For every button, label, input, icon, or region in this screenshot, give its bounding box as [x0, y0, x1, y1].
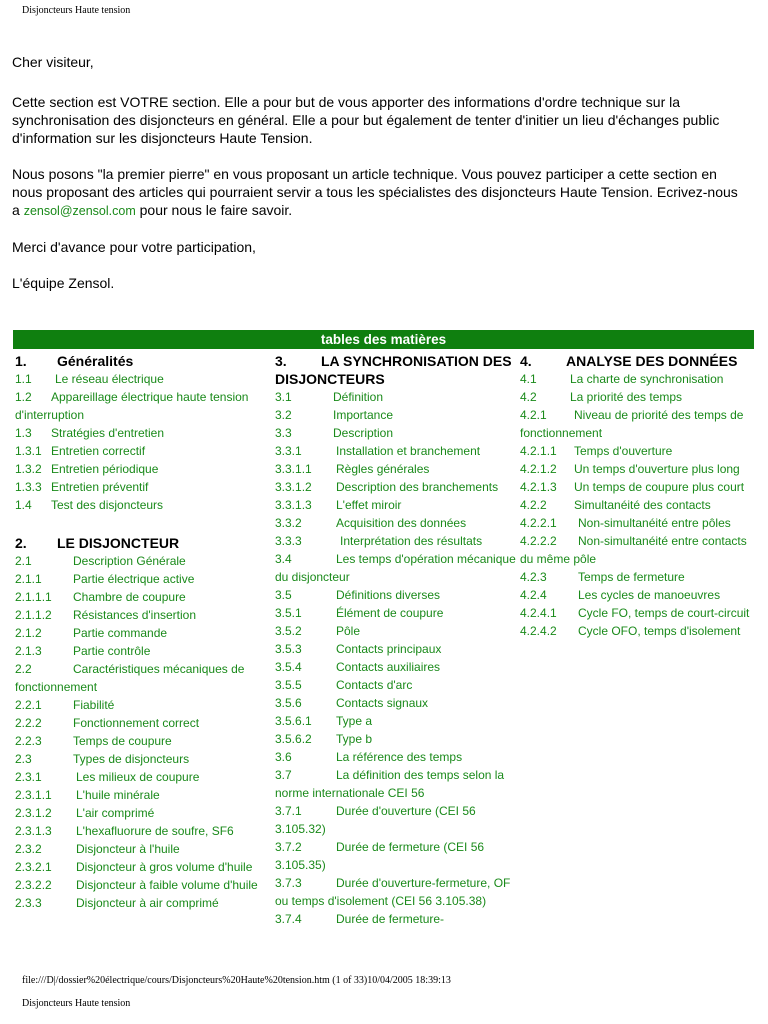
toc-link-number: 4.2.1.2	[520, 462, 557, 476]
toc-link-label: Élément de coupure	[336, 606, 444, 620]
print-header: Disjoncteurs Haute tension	[22, 5, 131, 16]
toc-link-label: Entretien préventif	[51, 480, 149, 494]
toc-link-number: 1.1	[15, 372, 32, 386]
toc-link[interactable]	[520, 442, 752, 460]
toc-link[interactable]	[275, 550, 519, 586]
toc-link-number: 4.2.3	[520, 570, 547, 584]
toc-link-label: Entretien correctif	[51, 444, 146, 458]
toc-link[interactable]	[15, 570, 271, 588]
toc-link-number: 2.1.1	[15, 572, 42, 586]
toc-link[interactable]	[15, 696, 271, 714]
toc-link[interactable]	[15, 822, 271, 840]
toc-link[interactable]	[15, 660, 271, 696]
intro-letter	[12, 53, 742, 292]
toc-link-label: Temps de fermeture	[578, 570, 685, 584]
toc-link[interactable]	[275, 676, 519, 694]
toc-link-number: 4.2.4.1	[520, 606, 557, 620]
toc-link-label: Partie contrôle	[73, 644, 151, 658]
toc-link-number: 1.3.2	[15, 462, 42, 476]
email-link[interactable]: zensol@zensol.com	[23, 204, 136, 218]
toc-link-label: La charte de synchronisation	[570, 372, 724, 386]
toc-link-label: Test des disjoncteurs	[51, 498, 164, 512]
toc-link-number: 3.1	[275, 390, 292, 404]
toc-link-number: 2.2.2	[15, 716, 42, 730]
toc-link-label: Les temps d'opération mécanique du disjoncteur	[275, 552, 516, 584]
toc-section-heading	[15, 534, 271, 552]
toc-link-label: Résistances d'insertion	[73, 608, 197, 622]
toc-link-number: 1.3.1	[15, 444, 42, 458]
toc-link[interactable]	[520, 388, 752, 406]
toc-link[interactable]	[275, 766, 519, 802]
toc-link-number: 3.6	[275, 750, 292, 764]
toc-link-number: 3.7.1	[275, 804, 302, 818]
toc-link-number: 2.3.3	[15, 896, 42, 910]
toc-link-label: L'air comprimé	[76, 806, 155, 820]
toc-link-label: La priorité des temps	[570, 390, 683, 404]
toc-link[interactable]	[15, 840, 271, 858]
toc-link[interactable]	[15, 786, 271, 804]
toc-link-label: Contacts signaux	[336, 696, 429, 710]
toc-link-label: Niveau de priorité des temps de fonctionnement	[520, 408, 744, 440]
toc-link-label: Contacts auxiliaires	[336, 660, 441, 674]
toc-section-number: 1.	[15, 353, 27, 369]
toc-link[interactable]	[15, 460, 271, 478]
toc-link-number: 2.3.2.1	[15, 860, 52, 874]
toc-link-label: Partie commande	[73, 626, 168, 640]
toc-section-title: ANALYSE DES DONNÉES	[566, 353, 738, 369]
toc-link-label: Définitions diverses	[336, 588, 441, 602]
toc-link[interactable]	[15, 642, 271, 660]
toc-link-number: 2.2	[15, 662, 32, 676]
toc-link[interactable]	[275, 838, 519, 874]
toc-link-label: Non-simultanéité entre contacts du même pôle	[520, 534, 747, 566]
thanks-line: Merci d'avance pour votre participation,	[12, 239, 256, 255]
toc-link[interactable]	[275, 442, 519, 460]
toc-link[interactable]	[275, 622, 519, 640]
toc-link-number: 3.5.4	[275, 660, 302, 674]
toc-link[interactable]	[15, 894, 271, 912]
toc-link[interactable]	[520, 370, 752, 388]
toc-link[interactable]	[520, 622, 752, 640]
toc-link-number: 3.3.1.3	[275, 498, 312, 512]
toc-link-label: Contacts d'arc	[336, 678, 413, 692]
toc-link[interactable]	[15, 388, 271, 424]
toc-link-label: Interprétation des résultats	[340, 534, 483, 548]
toc-link-number: 2.2.3	[15, 734, 42, 748]
toc-link-label: Stratégies d'entretien	[51, 426, 165, 440]
toc-link-number: 2.3.1.3	[15, 824, 52, 838]
toc-link[interactable]	[275, 604, 519, 622]
toc-link-number: 4.2.1.3	[520, 480, 557, 494]
toc-link[interactable]	[15, 750, 271, 768]
toc-link-number: 3.7	[275, 768, 292, 782]
toc-link-label: Définition	[333, 390, 384, 404]
toc-link-label: Les cycles de manoeuvres	[578, 588, 721, 602]
toc-link[interactable]	[275, 874, 519, 910]
toc-link[interactable]	[275, 496, 519, 514]
toc-link-number: 4.2.2	[520, 498, 547, 512]
toc-link-label: Type a	[336, 714, 373, 728]
toc-link-label: Durée d'ouverture-fermeture, OF ou temps d'isolement (CEI 56 3.105.38)	[275, 876, 511, 908]
toc-link-label: Durée de fermeture (CEI 56 3.105.35)	[275, 840, 485, 872]
toc-link-number: 3.5.2	[275, 624, 302, 638]
toc-link-label: Entretien périodique	[51, 462, 159, 476]
toc-link-number: 2.1.1.1	[15, 590, 52, 604]
toc-link-label: Un temps de coupure plus court	[574, 480, 745, 494]
toc-link[interactable]	[275, 910, 519, 928]
toc-title: tables des matières	[13, 330, 754, 349]
toc-section-heading	[520, 352, 752, 370]
toc-link-number: 1.4	[15, 498, 32, 512]
toc-link-label: Simultanéité des contacts	[574, 498, 711, 512]
toc-link-number: 2.1.1.2	[15, 608, 52, 622]
toc-link-number: 3.5.5	[275, 678, 302, 692]
toc-link[interactable]	[275, 586, 519, 604]
intro-paragraph: Cette section est VOTRE section. Elle a pour but de vous apporter des informations d'ordre technique sur la synchronisation des disjoncteurs en général. Elle a pour but également de tenter d'initier un lieu d'échanges public d'information sur les disjoncteurs Haute Tension.	[12, 94, 720, 146]
toc-link-number: 3.5.1	[275, 606, 302, 620]
toc-link-number: 3.3.3	[275, 534, 302, 548]
toc-link-label: Les milieux de coupure	[76, 770, 200, 784]
toc-link[interactable]	[275, 532, 519, 550]
toc-link[interactable]	[520, 568, 752, 586]
toc-link-number: 4.2.4	[520, 588, 547, 602]
toc-link-label: Acquisition des données	[336, 516, 467, 530]
toc-link[interactable]	[15, 768, 271, 786]
toc-link-label: Cycle FO, temps de court-circuit	[578, 606, 750, 620]
toc-link-number: 4.2.2.2	[520, 534, 557, 548]
toc-link-number: 2.1	[15, 554, 32, 568]
toc-link-label: Types de disjoncteurs	[73, 752, 190, 766]
contribution-text-before: Nous posons "la premier pierre" en vous proposant un article technique. Vous pouvez participer a cette section en nous proposant des articles qui pourraient servir a tous les spécialistes des disjoncteurs Haute Tension. Ecrivez-nous a	[12, 166, 738, 218]
toc-link[interactable]	[15, 624, 271, 642]
toc-link[interactable]	[520, 478, 752, 496]
toc-section-title: LE DISJONCTEUR	[57, 535, 180, 551]
toc-column-2	[275, 352, 519, 928]
toc-link[interactable]	[275, 388, 519, 406]
toc-link-label: Fonctionnement correct	[73, 716, 200, 730]
toc-link-label: Non-simultanéité entre pôles	[578, 516, 731, 530]
toc-section-number: 2.	[15, 535, 27, 551]
toc-link-label: Description des branchements	[336, 480, 499, 494]
toc-link[interactable]	[15, 714, 271, 732]
toc-column-1	[15, 352, 271, 912]
toc-link-label: Chambre de coupure	[73, 590, 186, 604]
toc-link[interactable]	[520, 496, 752, 514]
toc-link-label: Contacts principaux	[336, 642, 442, 656]
toc-link[interactable]	[15, 858, 271, 876]
toc-link[interactable]	[275, 478, 519, 496]
toc-section-heading	[15, 352, 271, 370]
toc-link-label: Fiabilité	[73, 698, 115, 712]
toc-link-number: 1.3.3	[15, 480, 42, 494]
toc-link[interactable]	[520, 532, 752, 568]
table-of-contents	[13, 330, 754, 949]
toc-link-label: Temps de coupure	[73, 734, 172, 748]
toc-link-label: Le réseau électrique	[55, 372, 164, 386]
toc-link-label: La référence des temps	[336, 750, 463, 764]
toc-link-label: Un temps d'ouverture plus long	[574, 462, 740, 476]
toc-link[interactable]	[15, 606, 271, 624]
toc-link[interactable]	[520, 604, 752, 622]
toc-link[interactable]	[520, 460, 752, 478]
toc-section-heading	[275, 352, 519, 388]
toc-link-label: Description Générale	[73, 554, 186, 568]
toc-link[interactable]	[15, 496, 271, 514]
toc-link-label: La définition des temps selon la norme internationale CEI 56	[275, 768, 505, 800]
toc-section-title: Généralités	[57, 353, 134, 369]
toc-link-number: 2.3.1	[15, 770, 42, 784]
toc-link-number: 2.3.2.2	[15, 878, 52, 892]
toc-link[interactable]	[520, 406, 752, 442]
toc-link-number: 3.3.1.2	[275, 480, 312, 494]
toc-link-number: 2.3.2	[15, 842, 42, 856]
toc-link-label: L'effet miroir	[336, 498, 402, 512]
toc-link-number: 3.7.4	[275, 912, 302, 926]
toc-link-number: 4.2	[520, 390, 537, 404]
toc-link-number: 3.4	[275, 552, 292, 566]
toc-link-label: Cycle OFO, temps d'isolement	[578, 624, 741, 638]
toc-link-label: Pôle	[336, 624, 361, 638]
toc-link-number: 4.2.1	[520, 408, 547, 422]
toc-link-number: 2.1.2	[15, 626, 42, 640]
toc-link-label: L'hexafluorure de soufre, SF6	[76, 824, 234, 838]
toc-link[interactable]	[275, 640, 519, 658]
toc-section-title: LA SYNCHRONISATION DES DISJONCTEURS	[275, 353, 512, 387]
toc-section-number: 4.	[520, 353, 532, 369]
toc-link-label: Disjoncteur à gros volume d'huile	[76, 860, 253, 874]
toc-link-number: 4.2.2.1	[520, 516, 557, 530]
toc-link-number: 1.3	[15, 426, 32, 440]
contribution-text-after: pour nous le faire savoir.	[135, 202, 293, 218]
toc-link-label: Caractéristiques mécaniques de fonctionnement	[15, 662, 245, 694]
toc-link-label: Règles générales	[336, 462, 430, 476]
toc-link-label: Partie électrique active	[73, 572, 195, 586]
toc-link-number: 3.3.1.1	[275, 462, 312, 476]
toc-link[interactable]	[15, 876, 271, 894]
toc-link-number: 4.2.1.1	[520, 444, 557, 458]
toc-link[interactable]	[275, 424, 519, 442]
toc-link[interactable]	[275, 802, 519, 838]
toc-link-label: Disjoncteur à faible volume d'huile	[76, 878, 258, 892]
toc-link-label: Durée d'ouverture (CEI 56 3.105.32)	[275, 804, 476, 836]
toc-link[interactable]	[275, 730, 519, 748]
toc-link-number: 3.5.3	[275, 642, 302, 656]
toc-link-label: Disjoncteur à air comprimé	[76, 896, 219, 910]
toc-link-number: 3.3	[275, 426, 292, 440]
toc-link-number: 4.2.4.2	[520, 624, 557, 638]
toc-link-label: Appareillage électrique haute tension d'interruption	[15, 390, 249, 422]
toc-link-label: Importance	[333, 408, 394, 422]
toc-link-number: 3.5	[275, 588, 292, 602]
toc-link[interactable]	[275, 406, 519, 424]
toc-link[interactable]	[15, 732, 271, 750]
toc-link-number: 3.7.2	[275, 840, 302, 854]
toc-link-number: 4.1	[520, 372, 537, 386]
toc-link-label: Disjoncteur à l'huile	[76, 842, 180, 856]
toc-link-number: 2.3	[15, 752, 32, 766]
toc-link[interactable]	[275, 460, 519, 478]
toc-link-label: Durée de fermeture-	[336, 912, 445, 926]
toc-link[interactable]	[15, 552, 271, 570]
toc-link-number: 3.3.1	[275, 444, 302, 458]
toc-link-label: Installation et branchement	[336, 444, 481, 458]
toc-link-label: Type b	[336, 732, 373, 746]
toc-link-number: 3.7.3	[275, 876, 302, 890]
toc-link[interactable]	[275, 748, 519, 766]
contribution-paragraph	[12, 165, 742, 220]
toc-section-number: 3.	[275, 353, 287, 369]
toc-link[interactable]	[275, 514, 519, 532]
toc-column-3	[520, 352, 752, 640]
toc-link-number: 2.2.1	[15, 698, 42, 712]
toc-link[interactable]	[15, 588, 271, 606]
toc-link[interactable]	[15, 442, 271, 460]
toc-link-number: 1.2	[15, 390, 32, 404]
toc-link[interactable]	[275, 694, 519, 712]
toc-link-label: Description	[333, 426, 394, 440]
toc-link[interactable]	[15, 478, 271, 496]
toc-link[interactable]	[15, 370, 271, 388]
toc-link[interactable]	[15, 804, 271, 822]
toc-link-label: L'huile minérale	[76, 788, 160, 802]
toc-link[interactable]	[275, 658, 519, 676]
toc-link[interactable]	[15, 424, 271, 442]
toc-link[interactable]	[520, 514, 752, 532]
greeting: Cher visiteur,	[12, 54, 94, 70]
signature: L'équipe Zensol.	[12, 275, 115, 291]
toc-link-number: 3.2	[275, 408, 292, 422]
toc-link-number: 2.1.3	[15, 644, 42, 658]
toc-link-number: 3.5.6	[275, 696, 302, 710]
toc-link-label: Temps d'ouverture	[574, 444, 673, 458]
toc-link-number: 3.3.2	[275, 516, 302, 530]
toc-link-number: 3.5.6.1	[275, 714, 312, 728]
toc-link-number: 2.3.1.1	[15, 788, 52, 802]
print-footer-url: file:///D|/dossier%20électrique/cours/Disjoncteurs%20Haute%20tension.htm (1 of 33)10/04/2005 18:39:13	[22, 975, 451, 986]
print-footer-title: Disjoncteurs Haute tension	[22, 998, 131, 1009]
toc-link-number: 3.5.6.2	[275, 732, 312, 746]
toc-link-number: 2.3.1.2	[15, 806, 52, 820]
toc-link[interactable]	[520, 586, 752, 604]
toc-link[interactable]	[275, 712, 519, 730]
